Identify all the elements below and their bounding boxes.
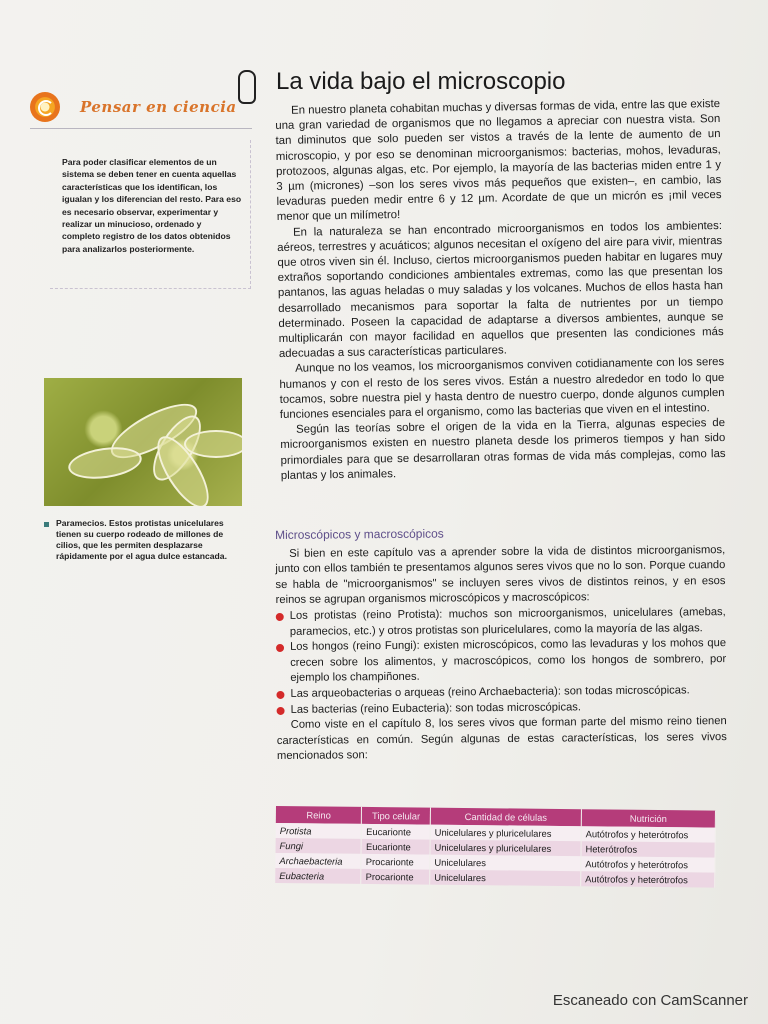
table-cell: Protista: [276, 823, 362, 839]
sidebar-box-text: Para poder clasificar elementos de un sistema se deben tener en cuenta aquellas características que los identifican, los igualan y los diferencian del resto. Para eso es necesario observar, experimentar y realizar un minucioso, ordenado y completo registro de los datos obtenidos para analizarlos posteriormente.: [62, 157, 242, 254]
list-item: Los hongos (reino Fungi): existen microscópicos, como las levaduras y los mohos que crecen sobre los alimentos, y macroscópicos, como los hongos de sombrero, por ejemplo los champiñones.: [276, 636, 726, 687]
photo-caption: Paramecios. Estos protistas unicelulares tienen su cuerpo rodeado de millones de cilios, que les permiten desplazarse rápidamente por el agua dulce estancada.: [56, 518, 227, 561]
paramecium-photo: [44, 378, 242, 506]
table-header: Tipo celular: [362, 807, 431, 825]
table-cell: Procarionte: [361, 854, 430, 870]
table-cell: Autótrofos y heterótrofos: [581, 856, 715, 872]
table-cell: Archaebacteria: [275, 853, 361, 869]
table-cell: Autótrofos y heterótrofos: [581, 826, 715, 842]
table-cell: Procarionte: [361, 869, 430, 885]
table-cell: Unicelulares: [430, 855, 581, 872]
kingdom-list: [276, 605, 727, 718]
table-row: [275, 868, 715, 888]
table-cell: Fungi: [276, 838, 362, 854]
table-cell: Unicelulares y pluricelulares: [430, 840, 581, 857]
microscopicos-section: [275, 524, 727, 765]
scanner-watermark: Escaneado con CamScanner: [552, 992, 748, 1009]
table-cell: Unicelulares y pluricelulares: [430, 825, 581, 842]
section-closing: Como viste en el capítulo 8, los seres vivos que forman parte del mismo reino tienen características en común. Según algunas de estas características, los seres vivos mencionados son:: [276, 715, 727, 763]
table-cell: Heterótrofos: [581, 841, 715, 857]
table-header: Cantidad de células: [430, 808, 581, 827]
divider: [30, 128, 252, 129]
pensar-en-ciencia-header: [30, 88, 255, 128]
table-cell: Eucarionte: [362, 824, 431, 840]
table-header: Nutrición: [581, 809, 715, 827]
spiral-icon: [30, 92, 60, 122]
paragraph: En nuestro planeta cohabitan muchas y diversas formas de vida, entre las que existe una gran variedad de organismos que no llegamos a apreciar con nuestra vista. Son tan diminutos que solo pueden ser vistos a través de la lente de aumento de un microscopio, y por eso se denominan microorganismos: bacterias, mohos, levaduras, protozoos, algunas algas, etc. Por ejemplo, la mayoría de las bacterias miden entre 1 y 3 µm (micrones) –son los seres vivos más pequeños que existen–, en cambio, las levaduras pueden medir entre 6 y 12 µm. Acordate de que un micrón es ¡mil veces menor que un milímetro!: [275, 98, 722, 224]
caption-bullet-icon: [44, 522, 49, 527]
list-item: Los protistas (reino Protista): muchos son microorganismos, unicelulares (amebas, paramecios, etc.) y otros protistas son pluricelulares, como la mayoría de las algas.: [276, 605, 726, 640]
list-item: Las bacterias (reino Eubacteria): son todas microscópicas.: [277, 699, 727, 719]
list-item: Las arqueobacterias o arqueas (reino Archaebacteria): son todas microscópicas.: [276, 683, 726, 703]
table-cell: Eubacteria: [275, 868, 361, 884]
table-cell: Unicelulares: [430, 870, 581, 887]
paragraph: Aunque no los veamos, los microorganismos conviven cotidianamente con los seres humanos y con el resto de los seres vivos. Están a nuestro alrededor en todo lo que tocamos, sobre nuestra piel y hasta dentro de nuestro cuerpo, donde algunos cumplen funciones esenciales para el organismo, como las bacterias que viven en el intestino.: [279, 356, 725, 422]
main-body: [275, 97, 726, 484]
paragraph: En la naturaleza se han encontrado microorganismos en todos los ambientes: aéreos, terrestres y acuáticos; algunos necesitan el oxígeno del aire para vivir, mientras que otros viven sin él. Incluso, ciertos microorganismos pueden habitar en lugares muy extraños soportando condiciones ambientales extremas, como las que presentan los pantanos, las aguas heladas o muy saladas y los volcanes. Muchos de ellos hasta han desarrollado mecanismos para soportar la falta de nutrientes por un tiempo determinado. Poseen la capacidad de adaptarse a diversos ambientes, aunque se multiplicarán con mayor facilidad en aquellos que presenten las condiciones más adecuadas a sus características particulares.: [277, 219, 724, 361]
section-heading: Microscópicos y macroscópicos: [275, 526, 444, 542]
section-intro: Si bien en este capítulo vas a aprender sobre la vida de distintos microorganismos, junto con ellos también te presentamos algunos seres vivos que no lo son. Porque cuando se habla de "microorganismos" se incluyen seres vivos de distintos reinos, y en esos reinos se agrupan organismos microscópicos y macroscópicos:: [275, 543, 726, 607]
kingdoms-table: [275, 806, 716, 888]
table-header: Reino: [276, 806, 362, 824]
chapter-number-mark: [238, 70, 256, 104]
pensar-title: Pensar en ciencia: [80, 98, 237, 116]
paragraph: Según las teorías sobre el origen de la vida en la Tierra, algunas especies de microorganismos existen en nuestro planeta desde los primeros tiempos y han sido primordiales para que se desarrollaran otras formas de vida más complejas, como las plantas y los animales.: [280, 417, 726, 482]
table-cell: Eucarionte: [361, 839, 430, 855]
table-cell: Autótrofos y heterótrofos: [581, 871, 715, 887]
page-title: La vida bajo el microscopio: [276, 68, 566, 95]
